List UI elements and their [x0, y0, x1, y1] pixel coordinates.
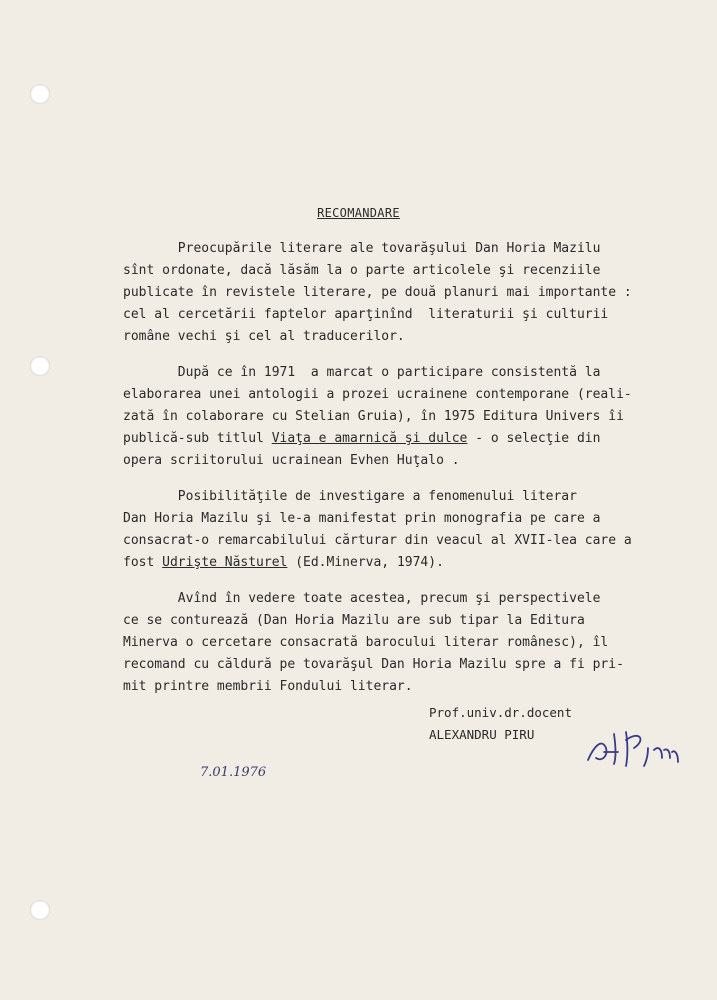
- text-line: Minerva o cercetare consacrată barocului literar românesc), îl: [123, 635, 609, 650]
- punch-hole: [30, 356, 50, 376]
- text-line: recomand cu căldură pe tovarăşul Dan Horia Mazilu spre a fi pri-: [123, 657, 624, 672]
- text-line: [123, 552, 683, 574]
- text-line: elaborarea unei antologii a prozei ucrainene contemporane (reali-: [123, 387, 632, 402]
- paragraph: [123, 588, 683, 698]
- text-line: sînt ordonate, dacă lăsăm la o parte articolele şi recenziile: [123, 263, 601, 278]
- text-line: [123, 428, 683, 450]
- text-line: cel al cercetării faptelor aparţinînd literaturii şi culturii: [123, 307, 609, 322]
- text-line: Preocupările literare ale tovarăşului Dan Horia Mazilu: [123, 241, 601, 256]
- text-line: După ce în 1971 a marcat o participare consistentă la: [123, 365, 601, 380]
- document-body: [123, 238, 683, 712]
- text-span: - o selecţie din: [467, 431, 601, 446]
- document-title: RECOMANDARE: [317, 206, 400, 220]
- text-line: opera scriitorului ucrainean Evhen Huţalo .: [123, 453, 460, 468]
- text-line: române vechi şi cel al traducerilor.: [123, 329, 405, 344]
- paragraph: [123, 238, 683, 348]
- text-line: mit printre membrii Fondului literar.: [123, 679, 413, 694]
- underlined-title: Udrişte Năsturel: [162, 555, 288, 570]
- text-line: Dan Horia Mazilu şi le-a manifestat prin monografia pe care a: [123, 511, 601, 526]
- text-span: fost: [123, 555, 163, 570]
- handwritten-signature: [584, 718, 684, 778]
- signatory-name: ALEXANDRU PIRU: [429, 727, 535, 742]
- signature-block: [429, 702, 572, 746]
- text-line: zată în colaborare cu Stelian Gruia), în 1975 Editura Univers îi: [123, 409, 624, 424]
- text-line: Posibilităţile de investigare a fenomenului literar: [123, 489, 577, 504]
- punch-hole: [30, 900, 50, 920]
- text-line: publicate în revistele literare, pe două planuri mai importante :: [123, 285, 632, 300]
- paragraph: [123, 362, 683, 472]
- text-line: ce se conturează (Dan Horia Mazilu are sub tipar la Editura: [123, 613, 585, 628]
- underlined-title: Viaţa e amarnică şi dulce: [271, 431, 468, 446]
- text-span: publică-sub titlul: [123, 431, 272, 446]
- signatory-rank: Prof.univ.dr.docent: [429, 705, 572, 720]
- paragraph: [123, 486, 683, 574]
- text-line: Avînd în vedere toate acestea, precum şi perspectivele: [123, 591, 601, 606]
- punch-hole: [30, 84, 50, 104]
- text-line: consacrat-o remarcabilului cărturar din veacul al XVII-lea care a: [123, 533, 632, 548]
- text-span: (Ed.Minerva, 1974).: [287, 555, 444, 570]
- handwritten-date: 7.01.1976: [200, 765, 267, 780]
